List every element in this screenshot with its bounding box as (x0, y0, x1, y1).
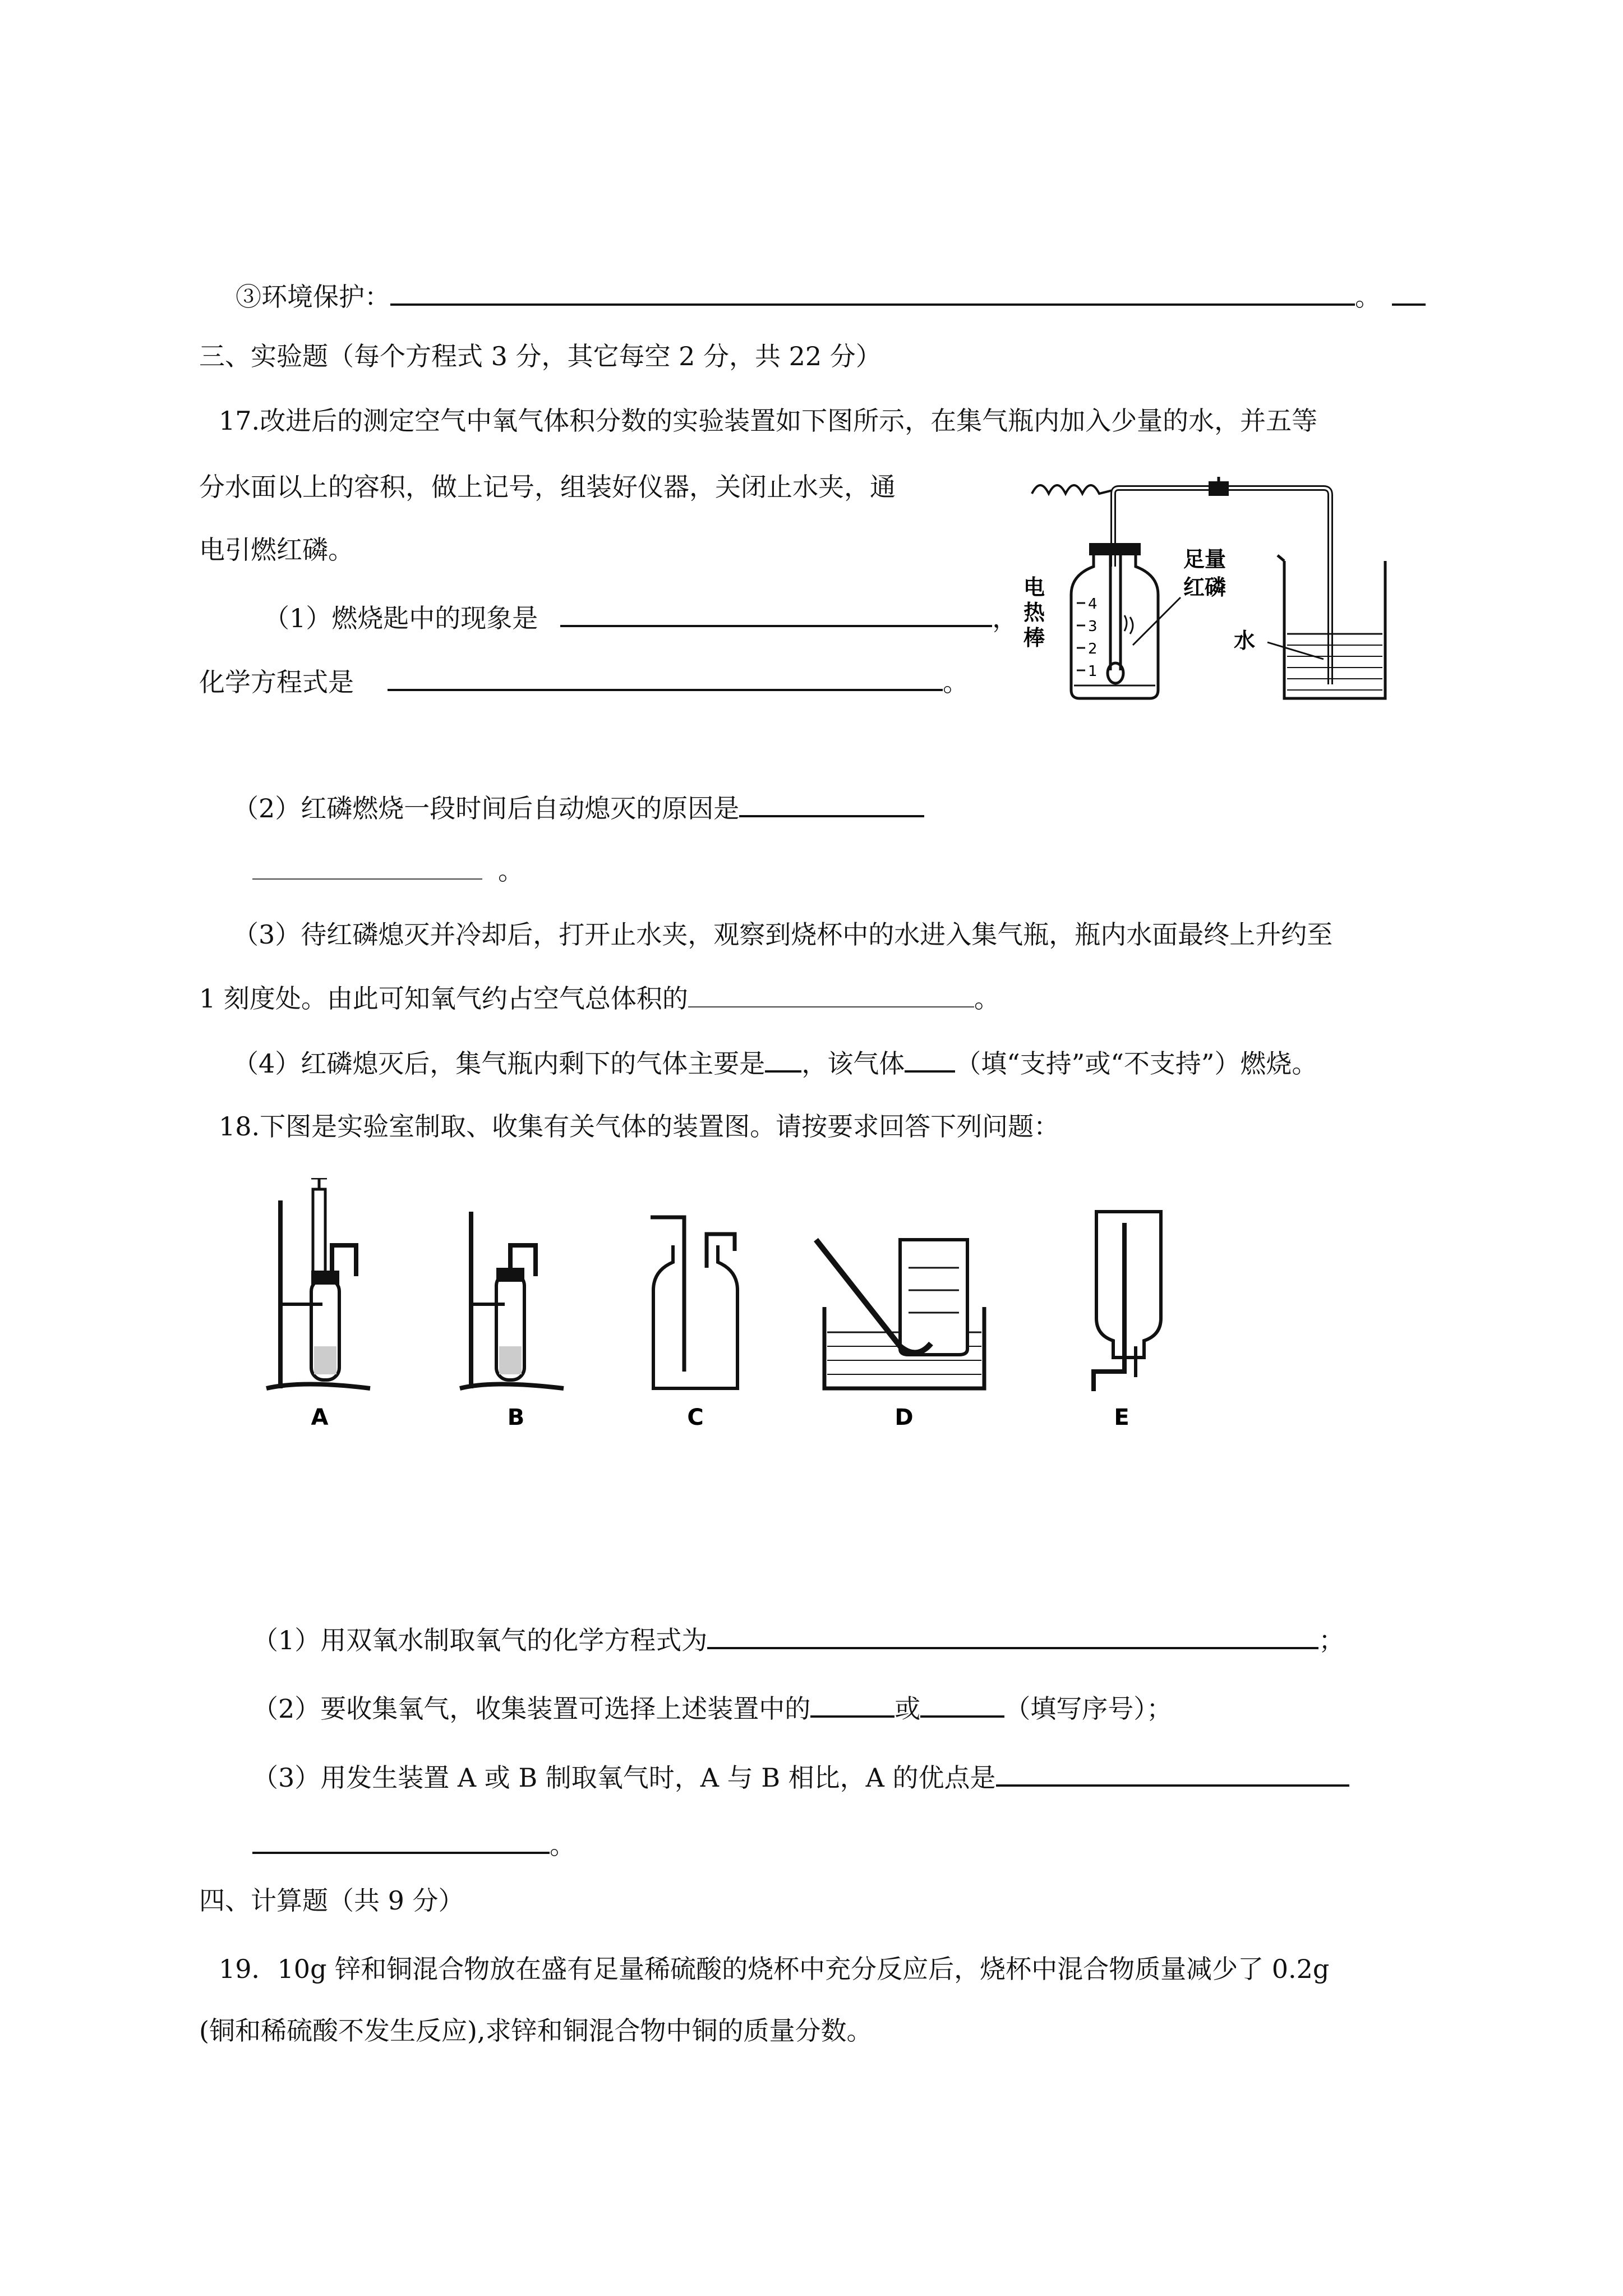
env-protection-line (236, 278, 1426, 314)
q18-part1-label: （1）用双氧水制取氧气的化学方程式为 (252, 1625, 708, 1655)
q17-gas-blank[interactable] (765, 1045, 801, 1073)
q17-equation-line (199, 663, 969, 699)
q19-line1: 19．10g 锌和铜混合物放在盛有足量稀硫酸的烧杯中充分反应后，烧杯中混合物质量减少了 0.2g (219, 1954, 1330, 1984)
q17-part3-period: 。 (974, 983, 1000, 1014)
q18-part2-label-b: （填写序号）； (1004, 1694, 1173, 1724)
label-phosphorus-1: 足量 (1183, 547, 1227, 572)
apparatus-c-icon (651, 1217, 737, 1388)
apparatus-d-icon (816, 1240, 984, 1388)
q17-part4-label-a: （4）红磷熄灭后，集气瓶内剩下的气体主要是 (233, 1048, 766, 1079)
q18-part2-or: 或 (895, 1694, 921, 1724)
q17-apparatus-figure (1021, 477, 1408, 718)
q17-part1-line (264, 599, 1018, 635)
q17-part2-cont (252, 853, 524, 887)
gas-bottle-icon (1071, 550, 1158, 698)
label-water: 水 (1234, 628, 1256, 653)
tick-1: 1 (1088, 663, 1098, 680)
q18-advantage-blank-2[interactable] (252, 1826, 550, 1854)
env-protection-period: 。 (1355, 282, 1381, 312)
q18-part1-end: ； (1318, 1625, 1345, 1655)
apparatus-e-icon (1094, 1212, 1161, 1391)
q17-part3-line1: （3）待红磷熄灭并冷却后，打开止水夹，观察到烧杯中的水进入集气瓶，瓶内水面最终上升约至 (233, 919, 1333, 950)
q17-part2-period: 。 (498, 855, 524, 886)
label-e: E (1114, 1405, 1129, 1430)
label-rod-3: 棒 (1023, 625, 1045, 650)
q17-support-blank[interactable] (905, 1045, 955, 1073)
label-d: D (895, 1405, 914, 1430)
q17-intro-line1: 17.改进后的测定空气中氧气体积分数的实验装置如下图所示，在集气瓶内加入少量的水，并五等 (219, 406, 1318, 436)
q17-part3-line2 (199, 981, 1000, 1015)
env-protection-blank[interactable] (390, 278, 1355, 306)
q17-part4-line (233, 1045, 1317, 1080)
q17-part2-line (233, 789, 924, 825)
q18-advantage-blank[interactable] (996, 1759, 1349, 1787)
q17-equation-blank[interactable] (388, 663, 943, 691)
q17-equation-label: 化学方程式是 (199, 667, 354, 697)
q17-part2-blank[interactable] (739, 789, 924, 817)
q18-part1-line (252, 1621, 1344, 1657)
q18-collect-blank-1[interactable] (810, 1690, 895, 1718)
q17-part3-label: 1 刻度处。由此可知氧气约占空气总体积的 (199, 983, 688, 1014)
label-rod-1: 电 (1023, 575, 1045, 600)
tick-4: 4 (1088, 596, 1098, 613)
beaker-icon (1284, 561, 1385, 698)
env-protection-label: ③环境保护： (236, 282, 390, 312)
q17-part1-comma: ， (992, 603, 1018, 633)
q18-part3-line (252, 1759, 1349, 1795)
apparatus-a-icon (266, 1178, 370, 1388)
label-phosphorus-2: 红磷 (1183, 575, 1227, 600)
tick-2: 2 (1088, 641, 1098, 657)
stopper-icon (1089, 543, 1141, 555)
q17-phenomenon-blank[interactable] (560, 599, 992, 627)
q17-part3-blank[interactable] (688, 981, 974, 1007)
q18-part2-label-a: （2）要收集氧气，收集装置可选择上述装置中的 (252, 1694, 811, 1724)
q17-equation-period: 。 (943, 667, 969, 697)
clamp-icon (1209, 481, 1229, 496)
q17-part4-label-c: （填“支持”或“不支持”）燃烧。 (955, 1048, 1318, 1079)
q17-part2-blank-2[interactable] (252, 853, 482, 880)
q19-line2: (铜和稀硫酸不发生反应),求锌和铜混合物中铜的质量分数。 (199, 2016, 873, 2046)
q18-part3-cont (252, 1826, 575, 1862)
q18-collect-blank-2[interactable] (920, 1690, 1004, 1718)
label-c: C (687, 1405, 704, 1430)
q17-intro-line3: 电引燃红磷。 (199, 535, 354, 565)
q18-apparatus-figure (258, 1178, 1234, 1430)
q17-part1-label: （1）燃烧匙中的现象是 (264, 603, 538, 633)
q18-part2-line (252, 1690, 1172, 1726)
tick-3: 3 (1088, 618, 1098, 635)
label-b: B (507, 1405, 525, 1430)
q17-part4-label-b: ，该气体 (801, 1048, 905, 1079)
q18-part3-period: 。 (550, 1830, 575, 1860)
spoon-icon (1108, 663, 1123, 683)
q18-intro: 18.下图是实验室制取、收集有关气体的装置图。请按要求回答下列问题： (219, 1111, 1060, 1142)
section-3-title: 三、实验题（每个方程式 3 分，其它每空 2 分，共 22 分） (199, 341, 882, 371)
label-a: A (311, 1405, 329, 1430)
q17-part2-label: （2）红磷燃烧一段时间后自动熄灭的原因是 (233, 793, 740, 823)
section-4-title: 四、计算题（共 9 分） (199, 1885, 464, 1916)
q18-equation-blank[interactable] (707, 1621, 1318, 1649)
q17-intro-line2: 分水面以上的容积，做上记号，组装好仪器，关闭止水夹，通 (199, 472, 896, 502)
label-rod-2: 热 (1023, 600, 1045, 625)
q18-part3-label: （3）用发生装置 A 或 B 制取氧气时，A 与 B 相比，A 的优点是 (252, 1763, 996, 1793)
env-protection-tail-blank (1392, 278, 1426, 306)
apparatus-b-icon (460, 1212, 564, 1388)
wire-coil-icon (1032, 485, 1122, 494)
